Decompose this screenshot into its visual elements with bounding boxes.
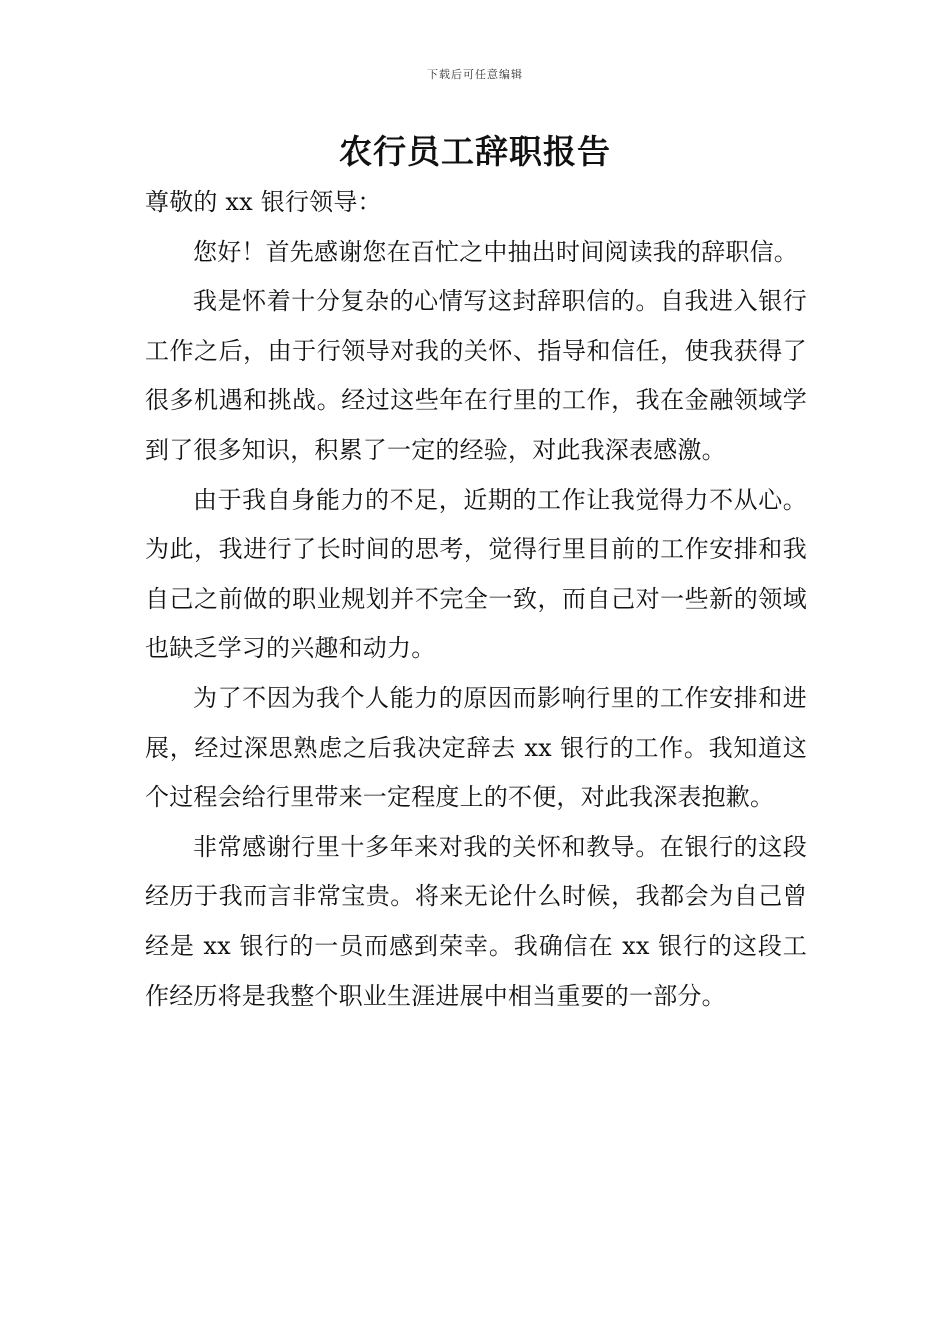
- paragraph-thanks: 非常感谢行里十多年来对我的关怀和教导。在银行的这段经历于我而言非常宝贵。将来无论什么时候，我都会为自己曾经是 xx 银行的一员而感到荣幸。我确信在 xx 银行的这段工作经历将是我整个职业生涯进展中相当重要的一部分。: [145, 832, 807, 1010]
- paragraph-reason: 由于我自身能力的不足，近期的工作让我觉得力不从心。为此，我进行了长时间的思考，觉得行里目前的工作安排和我自己之前做的职业规划并不完全一致，而自己对一些新的领域也缺乏学习的兴趣和动力。: [145, 485, 807, 663]
- document-body: [145, 178, 807, 1021]
- paragraph-decision: 为了不因为我个人能力的原因而影响行里的工作安排和进展，经过深思熟虑之后我决定辞去 xx 银行的工作。我知道这个过程会给行里带来一定程度上的不便，对此我深表抱歉。: [145, 683, 807, 812]
- paragraph-gratitude: 我是怀着十分复杂的心情写这封辞职信的。自我进入银行工作之后，由于行领导对我的关怀、指导和信任，使我获得了很多机遇和挑战。经过这些年在行里的工作，我在金融领域学到了很多知识，积累了一定的经验，对此我深表感激。: [145, 287, 807, 464]
- header-note: 下载后可任意编辑: [427, 68, 523, 81]
- salutation: 尊敬的 xx 银行领导：: [145, 188, 382, 216]
- paragraph-greeting: 您好！首先感谢您在百忙之中抽出时间阅读我的辞职信。: [193, 237, 798, 266]
- document-title: 农行员工辞职报告: [339, 132, 611, 171]
